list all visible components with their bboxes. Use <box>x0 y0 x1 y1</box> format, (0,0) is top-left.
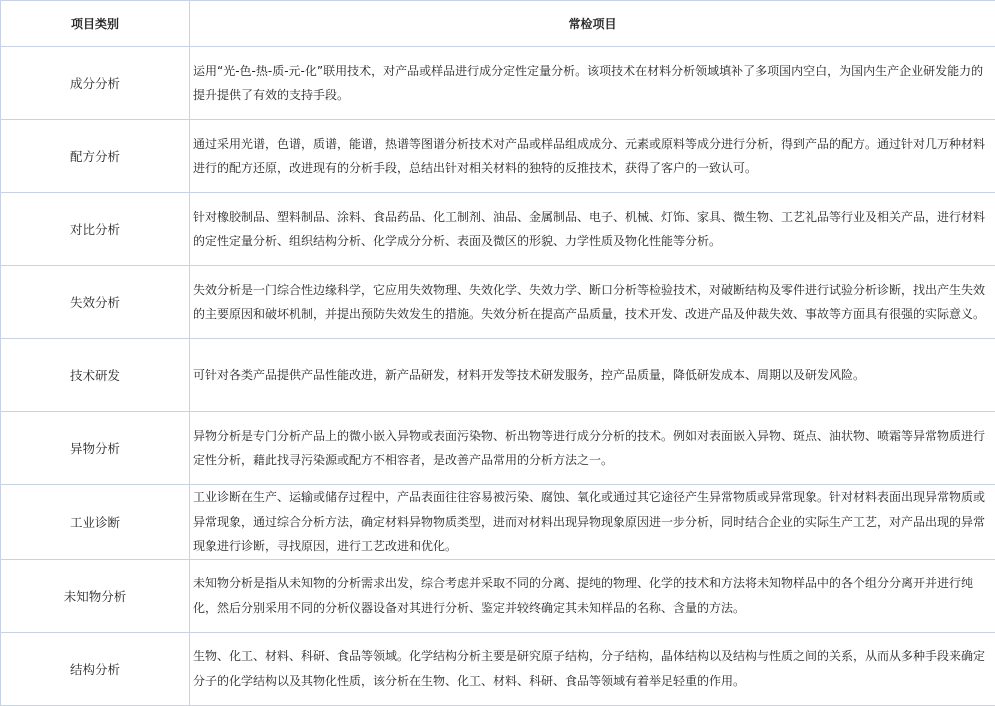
description-cell: 可针对各类产品提供产品性能改进，新产品研发，材料开发等技术研发服务，控产品质量，降低研发成本、周期以及研发风险。 <box>190 339 995 412</box>
category-cell: 失效分析 <box>1 266 190 339</box>
table-header-row <box>1 1 995 47</box>
description-cell: 运用“光-色-热-质-元-化”联用技术，对产品或样品进行成分定性定量分析。该项技术在材料分析领域填补了多项国内空白，为国内生产企业研发能力的提升提供了有效的支持手段。 <box>190 47 995 120</box>
category-cell: 异物分析 <box>1 412 190 485</box>
category-cell: 技术研发 <box>1 339 190 412</box>
table-row <box>1 632 995 705</box>
category-cell: 对比分析 <box>1 193 190 266</box>
table-row <box>1 339 995 412</box>
description-cell: 异物分析是专门分析产品上的微小嵌入异物或表面污染物、析出物等进行成分分析的技术。例如对表面嵌入异物、斑点、油状物、喷霜等异常物质进行定性分析，藉此找寻污染源或配方不相容者，是改善产品常用的分析方法之一。 <box>190 412 995 485</box>
category-cell: 工业诊断 <box>1 485 190 560</box>
column-header-items: 常检项目 <box>190 1 995 47</box>
category-cell: 成分分析 <box>1 47 190 120</box>
description-cell: 工业诊断在生产、运输或储存过程中，产品表面往往容易被污染、腐蚀、氧化或通过其它途径产生异常物质或异常现象。针对材料表面出现异常物质或异常现象，通过综合分析方法，确定材料异物物质类型，进而对材料出现异物现象原因进一步分析，同时结合企业的实际生产工艺，对产品出现的异常现象进行诊断，寻找原因，进行工艺改进和优化。 <box>190 485 995 560</box>
table-row <box>1 266 995 339</box>
table-row <box>1 485 995 560</box>
category-cell: 结构分析 <box>1 632 190 705</box>
description-cell: 未知物分析是指从未知物的分析需求出发，综合考虑并采取不同的分离、提纯的物理、化学的技术和方法将未知物样品中的各个组分分离开并进行纯化，然后分别采用不同的分析仪器设备对其进行分析、鉴定并较终确定其未知样品的名称、含量的方法。 <box>190 559 995 632</box>
table-row <box>1 120 995 193</box>
table-row <box>1 412 995 485</box>
description-cell: 生物、化工、材料、科研、食品等领域。化学结构分析主要是研究原子结构，分子结构，晶体结构以及结构与性质之间的关系，从而从多种手段来确定分子的化学结构以及其物化性质，该分析在生物、化工、材料、科研、食品等领域有着举足轻重的作用。 <box>190 632 995 705</box>
column-header-category: 项目类别 <box>1 1 190 47</box>
description-cell: 通过采用光谱，色谱，质谱，能谱，热谱等图谱分析技术对产品或样品组成成分、元素或原料等成分进行分析，得到产品的配方。通过针对几万种材料进行的配方还原，改进现有的分析手段，总结出针对相关材料的独特的反推技术，获得了客户的一致认可。 <box>190 120 995 193</box>
table-row <box>1 193 995 266</box>
table-row <box>1 559 995 632</box>
description-cell: 失效分析是一门综合性边缘科学，它应用失效物理、失效化学、失效力学、断口分析等检验技术，对破断结构及零件进行试验分析诊断，找出产生失效的主要原因和破坏机制，并提出预防失效发生的措施。失效分析在提高产品质量，技术开发、改进产品及仲裁失效、事故等方面具有很强的实际意义。 <box>190 266 995 339</box>
table-row <box>1 47 995 120</box>
category-cell: 未知物分析 <box>1 559 190 632</box>
category-cell: 配方分析 <box>1 120 190 193</box>
description-cell: 针对橡胶制品、塑料制品、涂料、食品药品、化工制剂、油品、金属制品、电子、机械、灯饰、家具、微生物、工艺礼品等行业及相关产品，进行材料的定性定量分析、组织结构分析、化学成分分析、表面及微区的形貌、力学性质及物化性能等分析。 <box>190 193 995 266</box>
